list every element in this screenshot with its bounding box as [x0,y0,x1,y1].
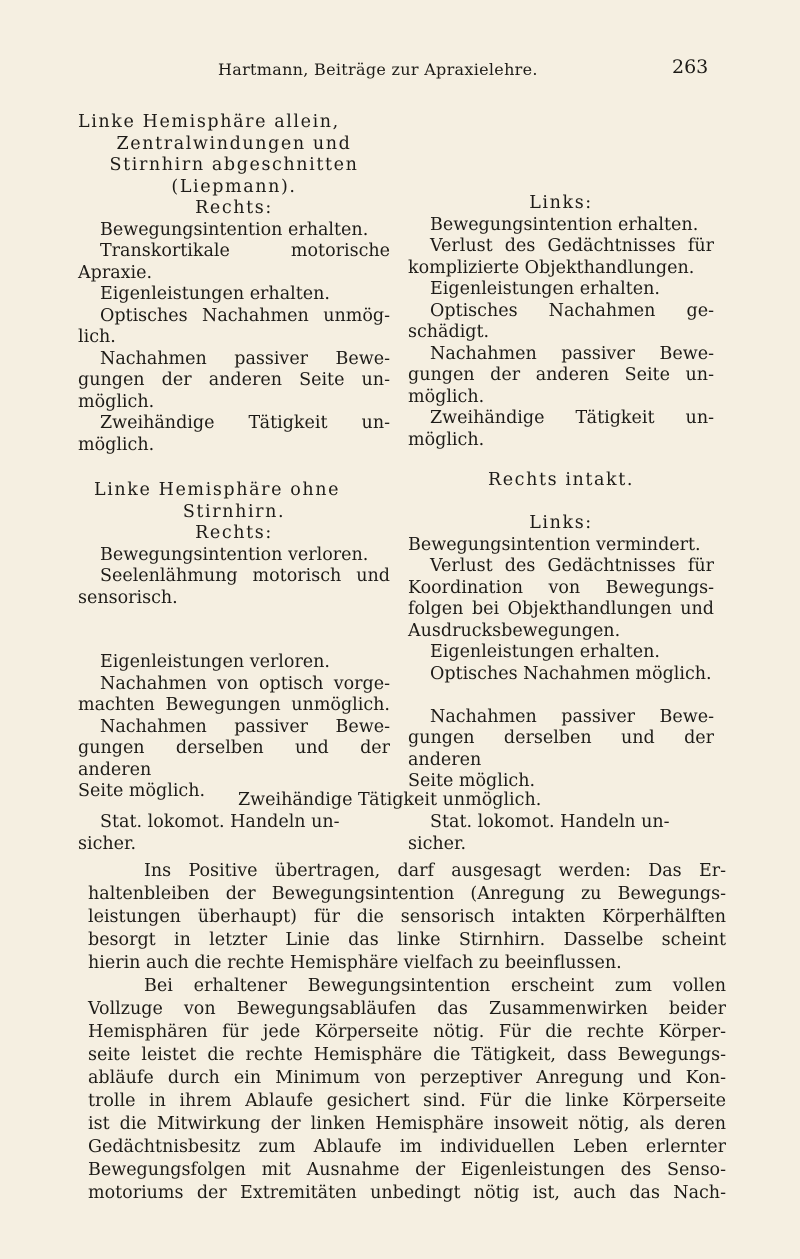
text-line: Stat. lokomot. Handeln un- [100,812,340,832]
text-line: gungen derselben und der anderen [78,738,390,780]
paragraph-2 [88,975,726,1205]
section2-heading-line: Stirnhirn. [182,501,286,522]
running-title: Hartmann, Beiträge zur Apraxielehre. [218,60,538,79]
text-line: Bewegungsintention verloren. [100,544,369,565]
text-line: möglich. [78,391,155,412]
section2-heading-line: Linke Hemisphäre ohne [94,480,341,500]
section2-rechts-label: Rechts: [195,523,273,543]
text-line: Verlust des Gedächtnisses für [430,556,714,576]
text-line: Eigenleistungen verloren. [100,652,330,672]
text-line: ist die Mitwirkung der linken Hemisphäre insoweit nötig, als deren [88,1114,726,1134]
text-line: lich. [78,327,116,347]
text-line: haltenbleiben der Bewegungsintention (Anregung zu Bewegungs- [88,884,726,904]
text-line: Bei erhaltener Bewegungsintention erscheint zum vollen [144,976,726,996]
text-line: folgen bei Objekthandlungen und [408,599,714,619]
text-line: gungen der anderen Seite un- [408,365,714,385]
text-line: gungen der anderen Seite un- [78,370,390,390]
text-line: trolle in ihrem Ablaufe gesichert sind. Für die linke Körperseite [88,1091,726,1111]
section2-left-column [78,480,390,803]
rechts-intakt-label: Rechts intakt. [487,470,635,490]
text-line: abläufe durch ein Minimum von perzeptiver Anregung und Kon- [88,1068,726,1088]
text-line: Nachahmen passiver Bewe- [100,716,390,737]
page-number: 263 [672,56,709,78]
text-line: schädigt. [408,322,490,342]
text-line: Nachahmen passiver Bewe- [100,348,390,369]
text-line: Ausdrucksbewegungen. [408,620,621,641]
text-line: Apraxie. [78,262,153,283]
text-line: Eigenleistungen erhalten. [430,642,660,662]
text-line: Bewegungsintention vermindert. [408,534,701,555]
section1-heading-line: Stirnhirn abgeschnitten [109,155,359,175]
text-line: möglich. [408,429,485,450]
section2-links-label: Links: [529,513,593,533]
text-line: Eigenleistungen erhalten. [430,279,660,299]
text-line: Gedächtnisbesitz zum Ablaufe im individuellen Leben erlernter [88,1137,726,1157]
section1-links-label: Links: [529,193,593,213]
text-line: hierin auch die rechte Hemisphäre vielfach zu beeinflussen. [88,953,622,973]
text-line: Zweihändige Tätigkeit un- [100,413,390,433]
left-stat-block [78,812,390,855]
text-line: Verlust des Gedächtnisses für [430,236,714,256]
text-line: leistungen überhaupt) für die sensorisch intakten Körperhälften [88,907,726,927]
text-line: Vollzuge von Bewegungsabläufen das Zusammenwirken beider [88,999,726,1019]
section1-left-column [78,112,390,456]
shared-line [238,790,618,812]
text-line: komplizierte Objekthandlungen. [408,257,695,278]
text-line: Hemisphären für jede Körperseite nötig. Für die rechte Körper- [88,1022,726,1042]
text-line: Seite möglich. [408,771,536,791]
text-line: Transkortikale motorische [100,241,390,261]
text-line: Zweihändige Tätigkeit unmöglich. [238,790,542,810]
text-line: möglich. [78,434,155,455]
section1-right-column [408,193,714,451]
text-line: sensorisch. [78,587,178,608]
text-line: möglich. [408,386,485,407]
section1-heading-line: Zentralwindungen und [116,133,352,154]
text-line: Bewegungsintention erhalten. [430,214,699,235]
text-line: Ins Positive übertragen, darf ausgesagt werden: Das Er- [144,861,726,881]
section1-heading-line: Linke Hemisphäre allein, [78,112,340,132]
text-line: Bewegungsfolgen mit Ausnahme der Eigenleistungen des Senso- [88,1160,726,1180]
text-line: Optisches Nachahmen ge- [430,300,714,321]
right-stat-block [408,812,714,855]
text-line: sicher. [408,833,467,854]
text-line: machten Bewegungen unmöglich. [78,695,390,715]
text-line: sicher. [78,833,137,854]
page-header [0,56,800,84]
text-line: motoriums der Extremitäten unbedingt nötig ist, auch das Nach- [88,1183,726,1203]
text-line: Nachahmen von optisch vorge- [100,673,390,694]
text-line: gungen derselben und der anderen [408,728,714,770]
text-line: Nachahmen passiver Bewe- [430,343,714,364]
section1-rechts-label: Rechts: [195,198,273,218]
text-line: Nachahmen passiver Bewe- [430,706,714,727]
paragraph-1 [88,860,726,975]
section2-right-column [408,470,714,793]
text-line: Zweihändige Tätigkeit un- [430,408,714,428]
text-line: Eigenleistungen erhalten. [100,284,330,304]
text-line: Optisches Nachahmen unmög- [100,305,390,326]
text-line: Stat. lokomot. Handeln un- [430,812,670,832]
text-line: besorgt in letzter Linie das linke Stirnhirn. Dasselbe scheint [88,930,726,950]
text-line: seite leistet die rechte Hemisphäre die Tätigkeit, dass Bewegungs- [88,1045,726,1065]
text-line: Koordination von Bewegungs- [408,577,714,598]
text-line: Optisches Nachahmen möglich. [430,663,712,684]
text-line: Seelenlähmung motorisch und [100,566,390,586]
text-line: Seite möglich. [78,781,206,801]
text-line: Bewegungsintention erhalten. [100,219,369,240]
section1-heading-line: (Liepmann). [171,176,297,197]
